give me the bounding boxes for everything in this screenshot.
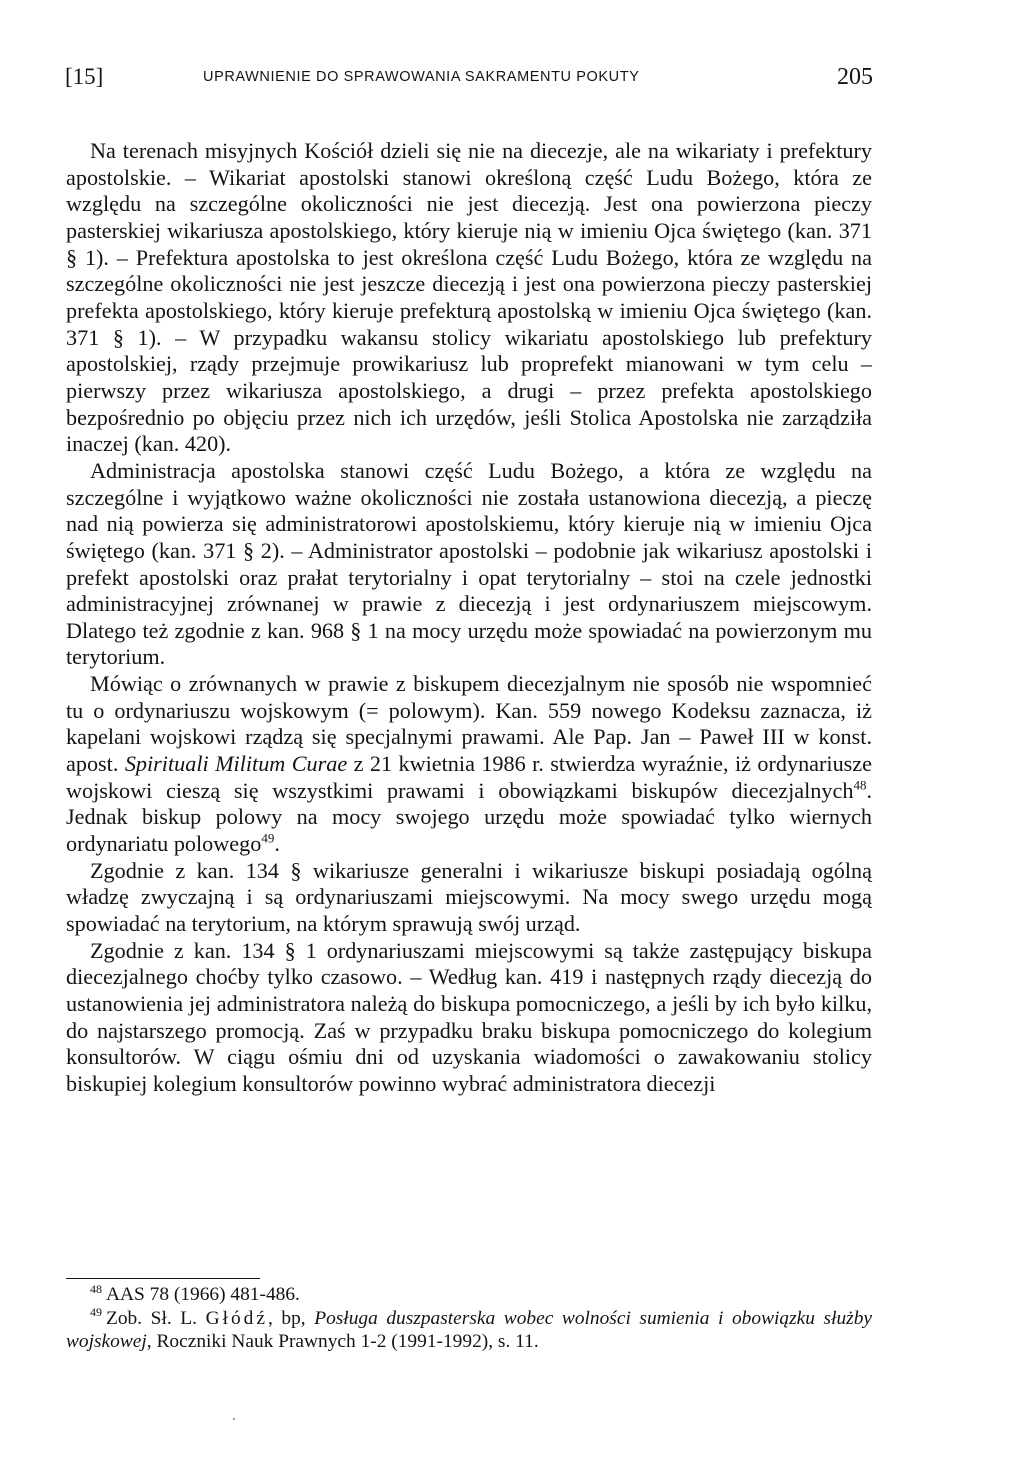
footnote-suffix: , Roczniki Nauk Prawnych 1-2 (1991-1992), s. 11. xyxy=(146,1331,539,1352)
footnote-title-italic: Posługa duszpasterska wobec wolności sumienia i obowiązku służby wojskowej xyxy=(66,1307,873,1352)
footnote-number: 49 xyxy=(90,1305,102,1320)
paragraph-4-text: Zgodnie z kan. 134 § wikariusze generalni i wikariusze biskupi posiadają ogólną władzę zwyczajną i są ordynariuszami miejscowymi. Na mocy swego urzędu mogą spowiadać na terytorium, na którym sprawują swój urząd. xyxy=(66,857,872,937)
paragraph-1-text: Na terenach misyjnych Kościół dzieli się nie na diecezje, ale na wikariaty i prefektury apostolskie. – Wikariat apostolski stanowi określoną część Ludu Bożego, która ze względu na szczególne okoliczności nie jest diecezją. Jest ona powierzona pieczy pasterskiej wikariusza apostolskiego, który kieruje nią w imieniu Ojca świętego (kan. 371 § 1). – Prefektura apostolska to jest określona część Ludu Bożego, która ze względu na szczególne okoliczności nie jest jeszcze diecezją i jest ona powierzona pieczy pasterskiej prefekta apostolskiego, który kieruje prefekturą apostolską w imieniu Ojca świętego (kan. 371 § 1). – W przypadku wakansu stolicy wikariatu apostolskiego lub prefektury apostolskiej, rządy przejmuje prowikariusz lub proprefekt mianowani w tym celu – pierwszy przez wikariusza apostolskiego, a drugi – przez prefekta apostolskiego bezpośrednio po objęciu przez nich ich urzędów, jeśli Stolica Apostolska nie zarządziła inaczej (kan. 420). xyxy=(66,138,872,457)
footnote-48 xyxy=(66,1283,872,1307)
paragraph-5-text: Zgodnie z kan. 134 § 1 ordynariuszami miejscowymi są także zastępujący biskupa diecezjalnego choćby tylko czasowo. – Według kan. 419 i następnych rządy diecezją do ustanowienia jej administratora należą do biskupa pomocniczego, a jeśli by ich było kilku, do najstarszego promocją. Zaś w przypadku braku biskupa pomocniczego do kolegium konsultorów. W ciągu ośmiu dni od uzyskania wiadomości o zawakowaniu stolicy biskupiej kolegium konsultorów powinno wybrać administratora diecezji xyxy=(66,937,872,1096)
paragraph-2-text: Administracja apostolska stanowi część Ludu Bożego, a która ze względu na szczególne i wyjątkowo ważne okoliczności nie została ustanowiona diecezją, a pieczę nad nią powierza się administratorowi apostolskiemu, który kieruje nią w imieniu Ojca świętego (kan. 371 § 2). – Administrator apostolski – podobnie jak wikariusz apostolski i prefekt apostolski oraz prałat terytorialny i opat terytorialny – stoi na czele jednostki administracyjnej zrównanej w prawie z diecezją i jest ordynariuszem miejscowym. Dlatego też zgodnie z kan. 968 § 1 na mocy urzędu może spowiadać na powierzonym mu terytorium. xyxy=(66,457,872,670)
footnote-number: 48 xyxy=(90,1281,102,1296)
footnote-49 xyxy=(66,1307,872,1354)
footnote-prefix: Zob. Sł. L. xyxy=(106,1307,206,1329)
paragraph-5 xyxy=(66,938,872,1098)
footnote-author: Głódź xyxy=(205,1307,268,1329)
running-title: UPRAWNIENIE DO SPRAWOWANIA SAKRAMENTU POKUTY xyxy=(203,69,640,85)
paragraph-3-text-a: Mówiąc o zrównanych w prawie z biskupem diecezjalnym nie sposób nie wspomnieć tu o ordynariuszu wojskowym (= polowym). Kan. 559 nowego Kodeksu zaznacza, iż kapelani wojskowi rządzą się specjalnymi prawami. Ale Pap. Jan – Paweł III w konst. apost. xyxy=(66,671,872,777)
paragraph-3-text-d: . xyxy=(274,831,280,857)
footnotes xyxy=(66,1283,872,1354)
footnote-ref-49[interactable]: 49 xyxy=(261,830,275,846)
main-text xyxy=(66,138,872,1098)
document-title-italic: Spirituali Militum Curae xyxy=(124,751,348,777)
paragraph-3-text-c: . Jednak biskup polowy na mocy swojego urzędu może spowiadać tylko wiernych ordynariatu polowego xyxy=(66,777,872,857)
scan-speck xyxy=(233,1418,235,1420)
footnote-divider xyxy=(66,1278,260,1279)
paragraph-3-text-b: z 21 kwietnia 1986 r. stwierdza wyraźnie, iż ordynariusze wojskowi cieszą się wszystkimi prawami i obowiązkami biskupów diecezjalnych xyxy=(66,751,872,803)
paragraph-2 xyxy=(66,458,872,671)
paragraph-1 xyxy=(66,138,872,458)
paragraph-3 xyxy=(66,671,872,858)
section-number: [15] xyxy=(65,64,104,89)
paragraph-4 xyxy=(66,858,872,938)
footnote-middle: , bp, xyxy=(267,1307,315,1329)
footnote-text: AAS 78 (1966) 481-486. xyxy=(106,1284,300,1305)
running-header xyxy=(65,64,873,94)
page-number: 205 xyxy=(837,64,873,90)
footnote-ref-48[interactable]: 48 xyxy=(853,777,867,793)
